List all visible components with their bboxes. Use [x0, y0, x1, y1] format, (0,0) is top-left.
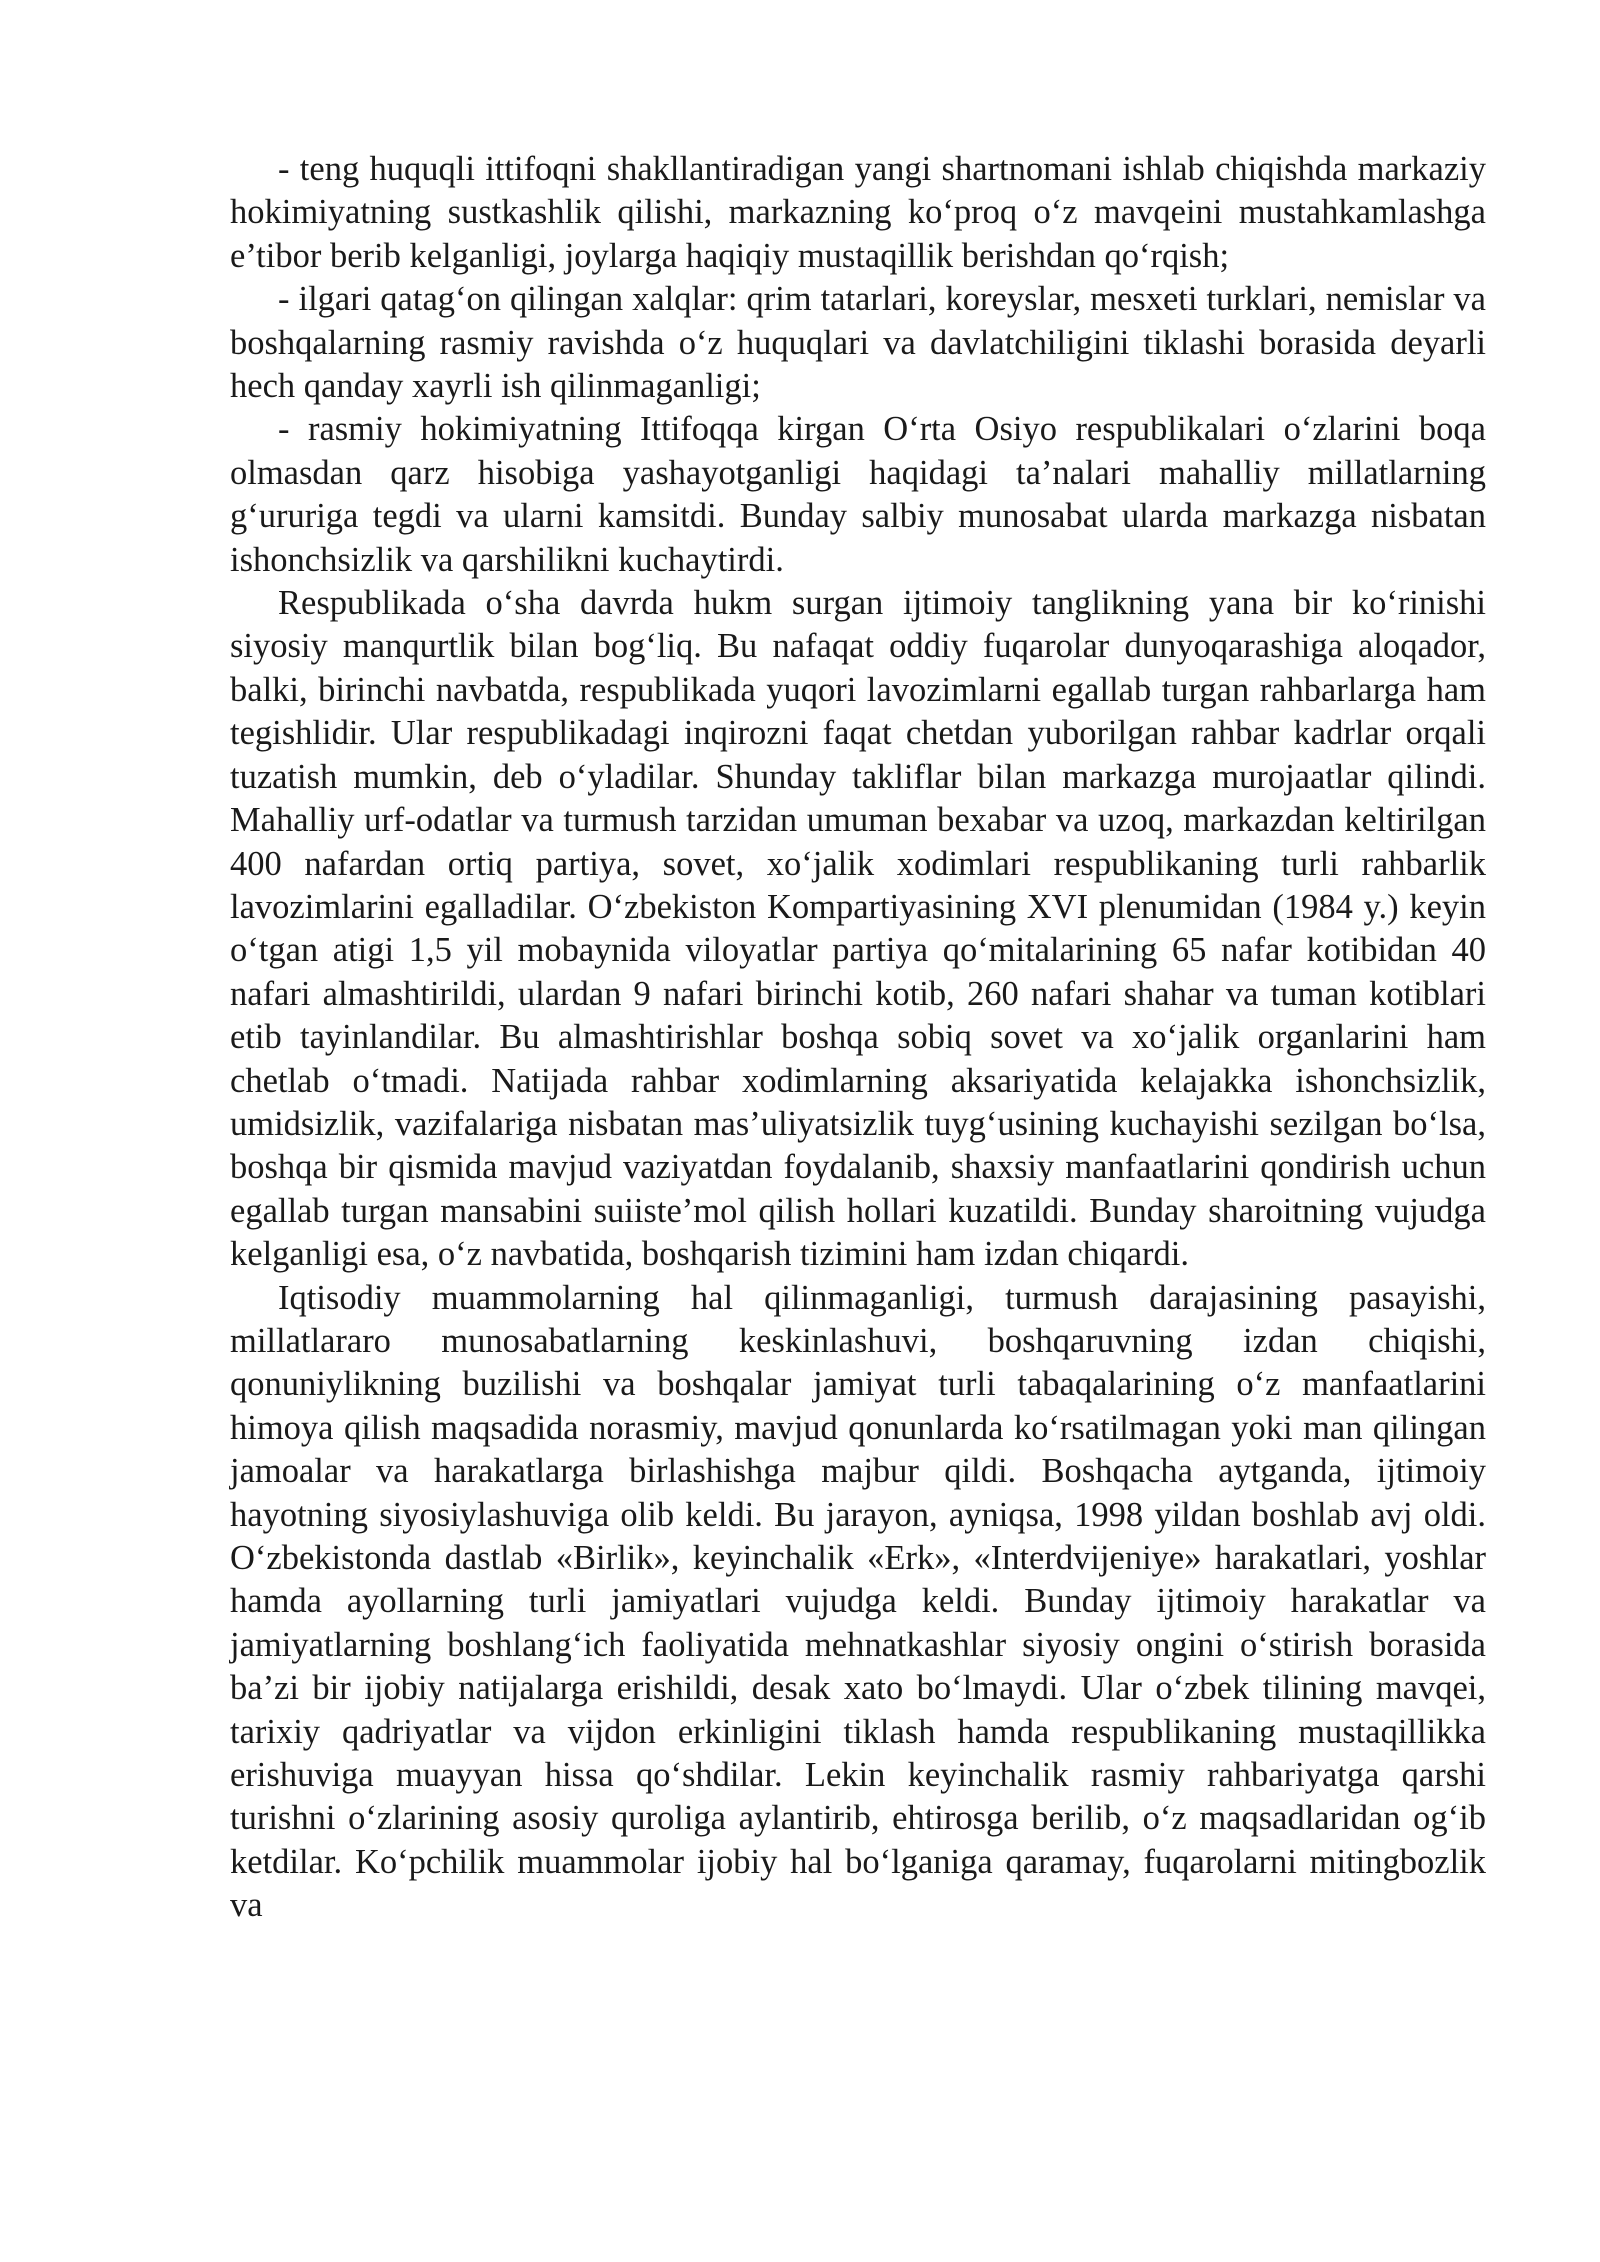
document-page: [230, 148, 1486, 1928]
body-paragraph-1: Respublikada o‘sha davrda hukm surgan ijtimoiy tanglikning yana bir ko‘rinishi siyosiy manqurtlik bilan bog‘liq. Bu nafaqat oddiy fuqarolar dunyoqarashiga aloqador, balki, birinchi navbatda, respublikada yuqori lavozimlarni egallab turgan rahbarlarga ham tegishlidir. Ular respublikadagi inqirozni faqat chetdan yuborilgan rahbar kadrlar orqali tuzatish mumkin, deb o‘yladilar. Shunday takliflar bilan markazga murojaatlar qilindi. Mahalliy urf-odatlar va turmush tarzidan umuman bexabar va uzoq, markazdan keltirilgan 400 nafardan ortiq partiya, sovet, xo‘jalik xodimlari respublikaning turli rahbarlik lavozimlarini egalladilar. O‘zbekiston Kompartiyasining XVI plenumidan (1984 y.) keyin o‘tgan atigi 1,5 yil mobaynida viloyatlar partiya qo‘mitalarining 65 nafar kotibidan 40 nafari almashtirildi, ulardan 9 nafari birinchi kotib, 260 nafari shahar va tuman kotiblari etib tayinlandilar. Bu almashtirishlar boshqa sobiq sovet va xo‘jalik organlarini ham chetlab o‘tmadi. Natijada rahbar xodimlarning aksariyatida kelajakka ishonchsizlik, umidsizlik, vazifalariga nisbatan mas’uliyatsizlik tuyg‘usining kuchayishi sezilgan bo‘lsa, boshqa bir qismida mavjud vaziyatdan foydalanib, shaxsiy manfaatlarini qondirish uchun egallab turgan mansabini suiiste’mol qilish hollari kuzatildi. Bunday sharoitning vujudga kelganligi esa, o‘z navbatida, boshqarish tizimini ham izdan chiqardi.: [230, 584, 1486, 1274]
bullet-paragraph-3: - rasmiy hokimiyatning Ittifoqqa kirgan O‘rta Osiyo respublikalari o‘zlarini boqa olmasdan qarz hisobiga yashayotganligi haqidagi ta’nalari mahalliy millatlarning g‘ururiga tegdi va ularni kamsitdi. Bunday salbiy munosabat ularda markazga nisbatan ishonchsizlik va qarshilikni kuchaytirdi.: [230, 410, 1486, 579]
body-paragraph-2: Iqtisodiy muammolarning hal qilinmaganligi, turmush darajasining pasayishi, millatlararo munosabatlarning keskinlashuvi, boshqaruvning izdan chiqishi, qonuniylikning buzilishi va boshqalar jamiyat turli tabaqalarining o‘z manfaatlarini himoya qilish maqsadida norasmiy, mavjud qonunlarda ko‘rsatilmagan yoki man qilingan jamoalar va harakatlarga birlashishga majbur qildi. Boshqacha aytganda, ijtimoiy hayotning siyosiylashuviga olib keldi. Bu jarayon, ayniqsa, 1998 yildan boshlab avj oldi. O‘zbekistonda dastlab «Birlik», keyinchalik «Erk», «Interdvijeniye» harakatlari, yoshlar hamda ayollarning turli jamiyatlari vujudga keldi. Bunday ijtimoiy harakatlar va jamiyatlarning boshlang‘ich faoliyatida mehnatkashlar siyosiy ongini o‘stirish borasida ba’zi bir ijobiy natijalarga erishildi, desak xato bo‘lmaydi. Ular o‘zbek tilining mavqei, tarixiy qadriyatlar va vijdon erkinligini tiklash hamda respublikaning mustaqillikka erishuviga muayyan hissa qo‘shdilar. Lekin keyinchalik rasmiy rahbariyatga qarshi turishni o‘zlarining asosiy quroliga aylantirib, ehtirosga berilib, o‘z maqsadlaridan og‘ib ketdilar. Ko‘pchilik muammolar ijobiy hal bo‘lganiga qaramay, fuqarolarni mitingbozlik va: [230, 1278, 1486, 1925]
bullet-paragraph-1: - teng huquqli ittifoqni shakllantiradigan yangi shartnomani ishlab chiqishda markaziy hokimiyatning sustkashlik qilishi, markazning ko‘proq o‘z mavqeini mustahkamlashga e’tibor berib kelganligi, joylarga haqiqiy mustaqillik berishdan qo‘rqish;: [230, 150, 1486, 275]
bullet-paragraph-2: - ilgari qatag‘on qilingan xalqlar: qrim tatarlari, koreyslar, mesxeti turklari, nemislar va boshqalarning rasmiy ravishda o‘z huquqlari va davlatchiligini tiklashi borasida deyarli hech qanday xayrli ish qilinmaganligi;: [230, 280, 1486, 406]
